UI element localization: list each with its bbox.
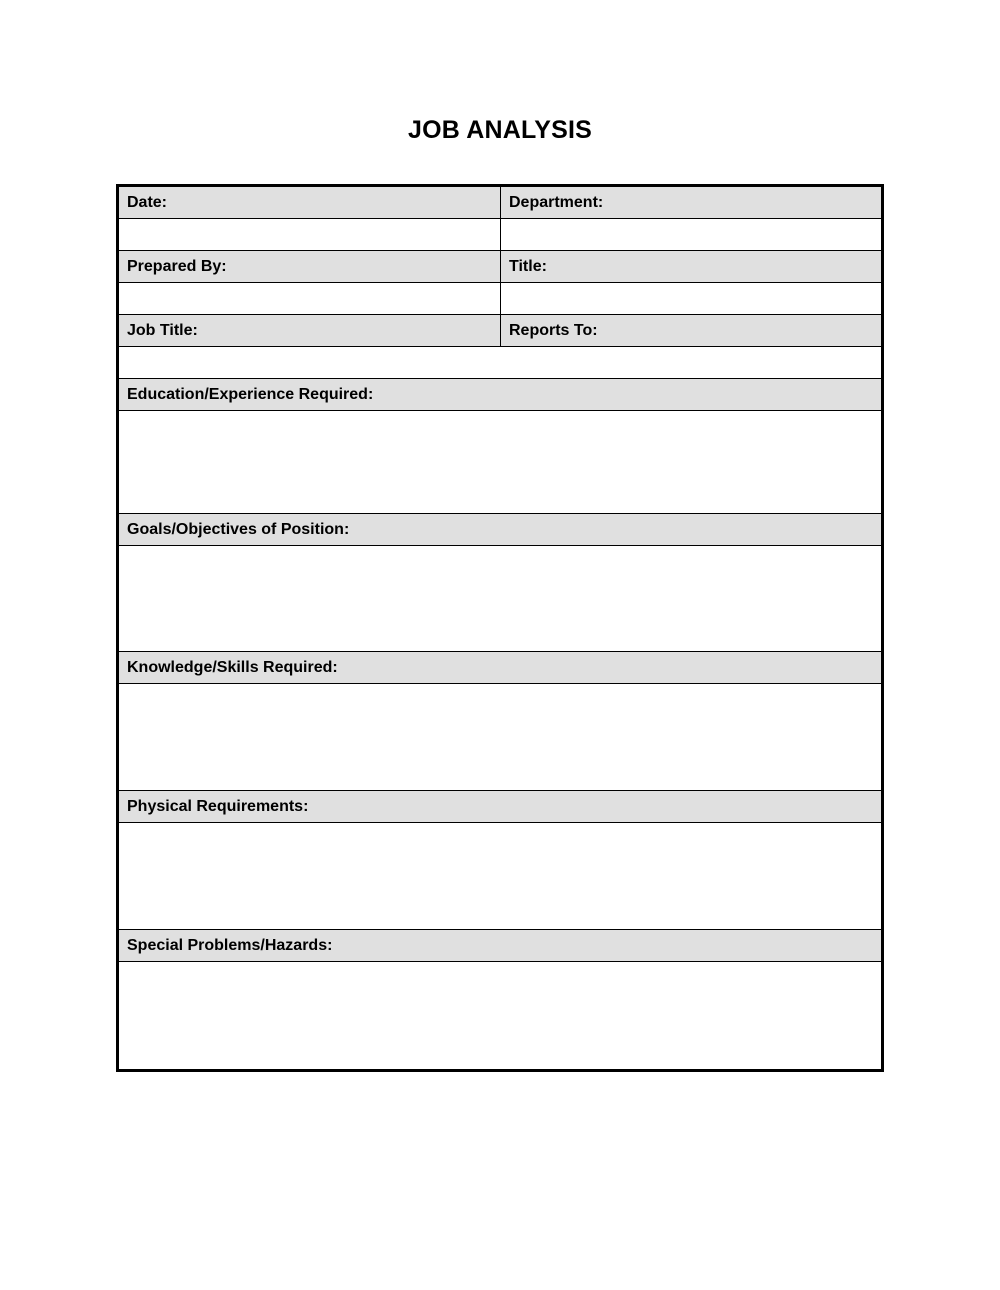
knowledge-area-row	[119, 684, 881, 791]
education-header-row	[119, 379, 881, 411]
goals-field[interactable]	[119, 546, 881, 651]
physical-field[interactable]	[119, 823, 881, 929]
prepared-by-field[interactable]	[119, 283, 501, 314]
date-department-header-row	[119, 187, 881, 219]
prepared-title-header-row	[119, 251, 881, 283]
date-field[interactable]	[119, 219, 501, 250]
date-department-input-row	[119, 219, 881, 251]
prepared-title-input-row	[119, 283, 881, 315]
hazards-field[interactable]	[119, 962, 881, 1067]
job-title-input-row	[119, 347, 881, 379]
physical-label: Physical Requirements:	[127, 797, 309, 815]
goals-label: Goals/Objectives of Position:	[127, 520, 350, 538]
hazards-label: Special Problems/Hazards:	[127, 936, 333, 954]
department-label: Department:	[509, 193, 604, 211]
hazards-header-row	[119, 930, 881, 962]
job-analysis-form	[116, 184, 884, 1072]
education-label: Education/Experience Required:	[127, 385, 374, 403]
physical-area-row	[119, 823, 881, 930]
job-title-field[interactable]	[119, 347, 881, 378]
job-title-label: Job Title:	[119, 315, 501, 346]
prepared-by-label: Prepared By:	[119, 251, 501, 282]
knowledge-label: Knowledge/Skills Required:	[127, 658, 338, 676]
job-title-reports-header-row	[119, 315, 881, 347]
knowledge-header-row	[119, 652, 881, 684]
title-field[interactable]	[501, 283, 881, 314]
hazards-area-row	[119, 962, 881, 1067]
document-title: JOB ANALYSIS	[408, 116, 592, 144]
knowledge-field[interactable]	[119, 684, 881, 790]
education-field[interactable]	[119, 411, 881, 513]
title-label: Title:	[509, 257, 547, 275]
goals-header-row	[119, 514, 881, 546]
date-label: Date:	[119, 187, 501, 218]
reports-to-label: Reports To:	[509, 321, 598, 339]
goals-area-row	[119, 546, 881, 652]
department-field[interactable]	[501, 219, 881, 250]
education-area-row	[119, 411, 881, 514]
physical-header-row	[119, 791, 881, 823]
